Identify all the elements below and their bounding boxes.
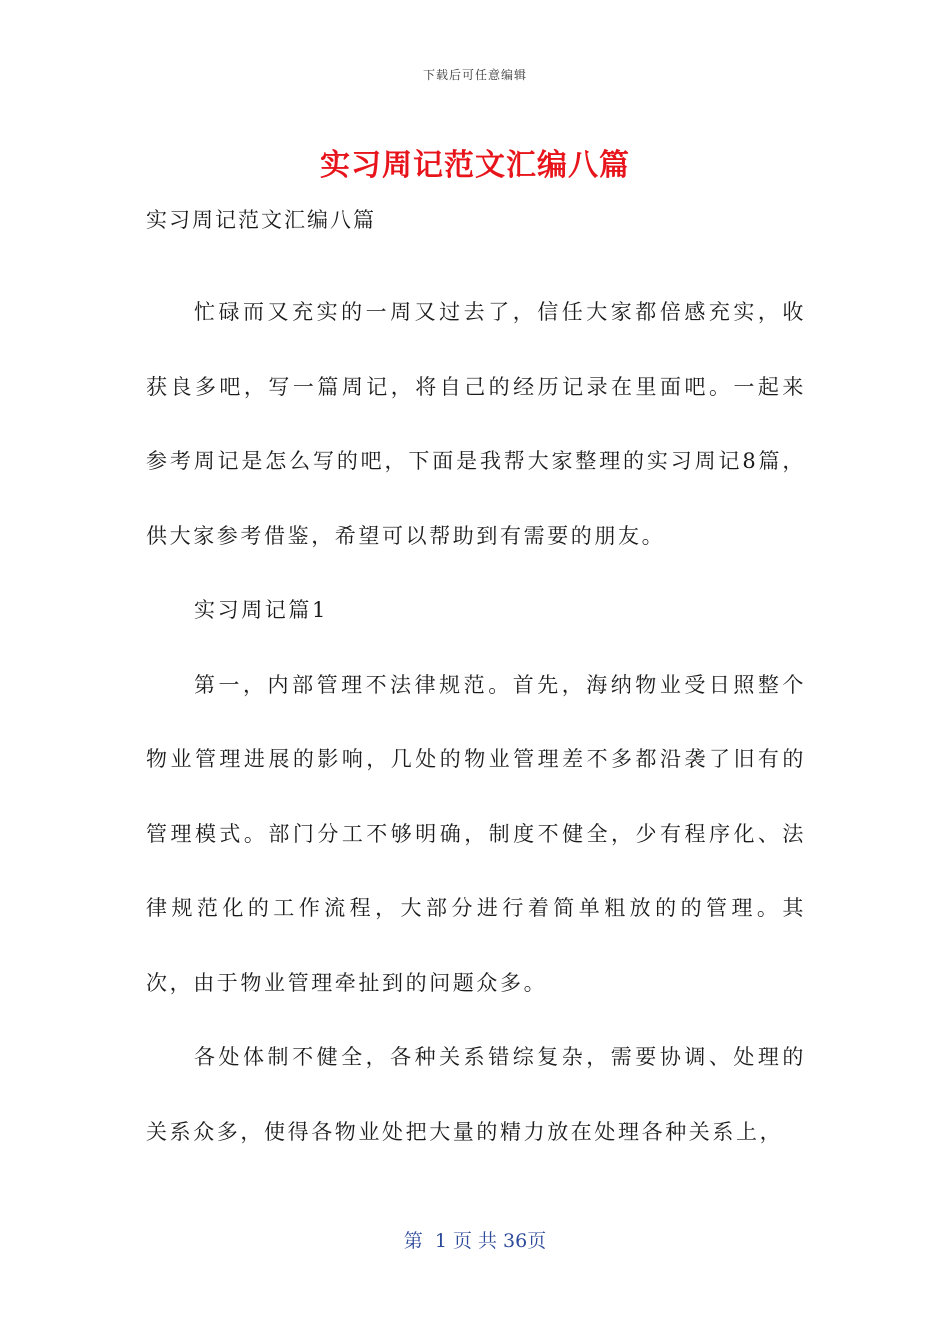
document-title: 实习周记范文汇编八篇	[320, 148, 630, 183]
paragraph-management: 第一，内部管理不法律规范。首先，海纳物业受日照整个物业管理进展的影响，几处的物业管理差不多都沿袭了旧有的管理模式。部门分工不够明确，制度不健全，少有程序化、法律规范化的工作流程，大部分进行着简单粗放的的管理。其次，由于物业管理牵扯到的问题众多。	[146, 672, 806, 995]
document-body	[146, 200, 806, 1169]
document-subtitle: 实习周记范文汇编八篇	[146, 208, 376, 232]
page-footer: 第 1 页 共 36页	[403, 1230, 547, 1252]
paragraph-system: 各处体制不健全，各种关系错综复杂，需要协调、处理的关系众多，使得各物业处把大量的精力放在处理各种关系上，	[146, 1045, 806, 1144]
paragraph-intro: 忙碌而又充实的一周又过去了，信任大家都倍感充实，收获良多吧，写一篇周记，将自己的经历记录在里面吧。一起来参考周记是怎么写的吧，下面是我帮大家整理的实习周记8篇，供大家参考借鉴，希望可以帮助到有需要的朋友。	[146, 300, 806, 548]
section-heading: 实习周记篇1	[194, 598, 328, 622]
header-note: 下载后可任意编辑	[422, 68, 527, 82]
